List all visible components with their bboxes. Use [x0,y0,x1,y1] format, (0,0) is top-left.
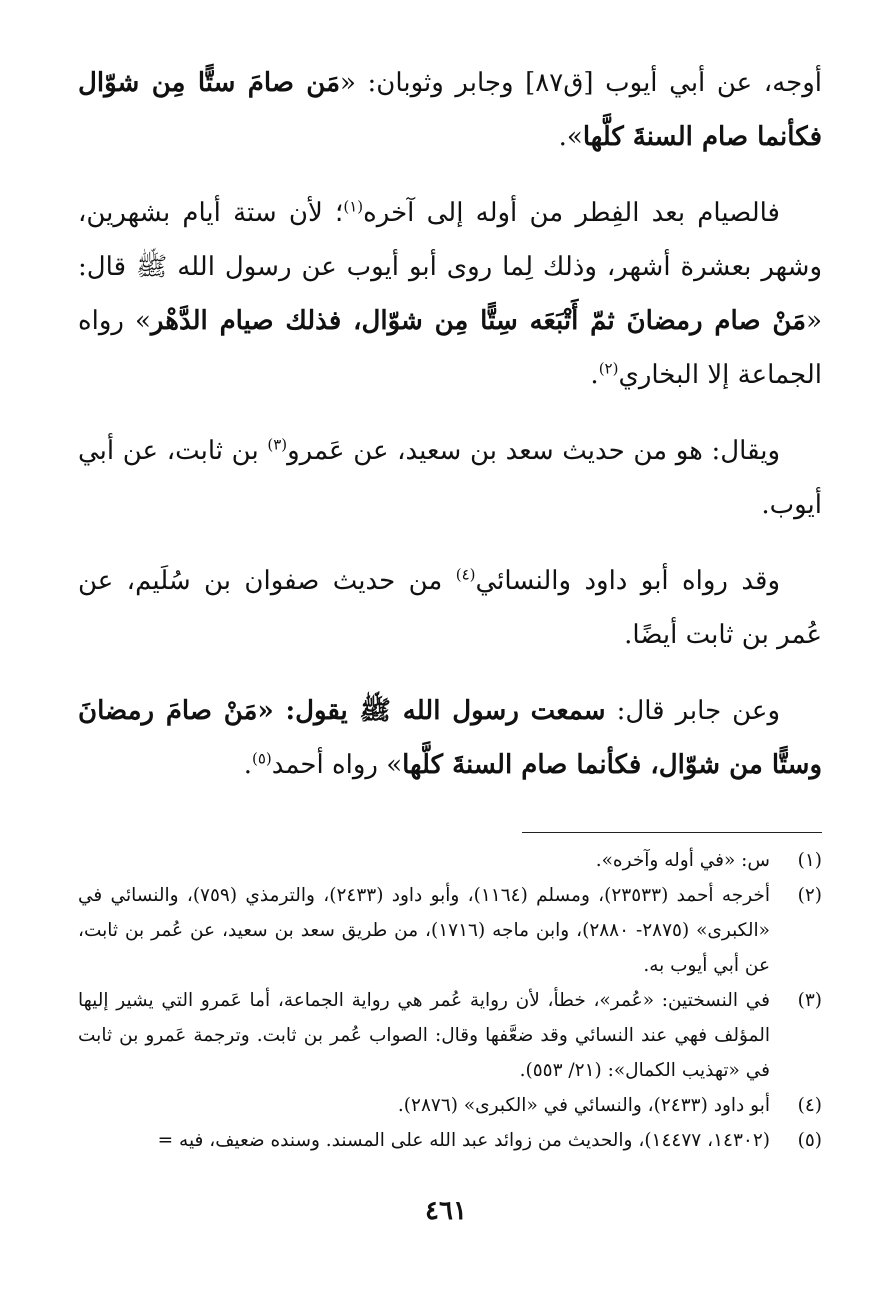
footnote-text: في النسختين: «عُمر»، خطأ، لأن رواية عُمر هي رواية الجماعة، أما عَمرو التي يشير إليها المؤلف فهي عند النسائي وقد ضعَّفها وقال: الصواب عُمر بن ثابت. وترجمة عَمرو بن ثابت في «تهذيب الكمال»: (٢١/ ٥٥٣). [78,990,770,1081]
text-run: ويقال: هو من حديث سعد بن سعيد، عن عَمرو [287,436,781,466]
text-run: ؛ لأن ستة أيام بشهرين، وشهر بعشرة أشهر، وذلك لِما روى أبو أيوب عن رسول الله ﷺ قال: « [78,198,822,336]
text-run: . [243,750,252,780]
footnote-number: (٢) [797,885,822,906]
footnote-number: (٥) [797,1130,822,1151]
footnote-text: (١٤٣٠٢، ١٤٤٧٧)، والحديث من زوائد عبد الله على المسند. وسنده ضعيف، فيه = [157,1130,770,1151]
footnote-text: أبو داود (٢٤٣٣)، والنسائي في «الكبرى» (٢٨٧٦). [397,1095,770,1116]
footnote-3 [78,983,822,1088]
paragraph-1 [78,56,822,164]
text-run: من حديث صفوان بن سُلَيم، عن عُمر بن ثابت أيضًا. [78,566,822,650]
paragraph-5 [78,684,822,792]
footnote-ref-4[interactable]: (٤) [455,565,476,584]
footnote-ref-1[interactable]: (١) [343,197,364,216]
footnote-text: أخرجه أحمد (٢٣٥٣٣)، ومسلم (١١٦٤)، وأبو داود (٢٤٣٣)، والترمذي (٧٥٩)، والنسائي في «الكبرى» (٢٨٧٥- ٢٨٨٠)، وابن ماجه (١٧١٦)، من طريق سعد بن سعيد، عن عُمر بن ثابت، عن أبي أيوب به. [78,885,770,976]
main-text [78,56,822,792]
text-run: ». [558,122,583,152]
footnote-number: (٤) [797,1095,822,1116]
text-run: » رواه الجماعة إلا البخاري [78,306,822,390]
text-run: وعن جابر قال: [605,696,781,726]
hadith-text: مَنْ صامَ رمضانَ وستًّا من شوّال، فكأنما صام السنةَ كلَّها [78,696,822,780]
footnote-separator [522,832,822,833]
footnote-2 [78,878,822,983]
text-run: فالصيام بعد الفِطر من أوله إلى آخره [363,198,780,228]
footnote-4 [78,1088,822,1123]
paragraph-4 [78,554,822,662]
footnote-ref-5[interactable]: (٥) [251,749,272,768]
text-run: وقد رواه أبو داود والنسائي [475,566,780,596]
hadith-text: مَنْ صام رمضانَ ثمّ أَتْبَعَه سِتًّا مِن شوّال، فذلك صيام الدَّهْر [150,306,807,336]
footnote-ref-2[interactable]: (٢) [598,359,619,378]
text-run: » رواه أحمد [271,750,403,780]
text-run: بن ثابت، عن أبي أيوب. [78,436,822,520]
footnote-text: س: «في أوله وآخره». [595,850,770,871]
paragraph-3 [78,424,822,532]
hadith-text: مَن صامَ ستًّا مِن شوّال فكأنما صام السنةَ كلَّها [78,68,822,152]
bold-text: سمعت رسول الله ﷺ يقول: « [257,696,606,726]
footnote-5 [78,1123,822,1158]
footnote-ref-3[interactable]: (٣) [267,435,288,454]
text-run: . [590,360,599,390]
page-number: ٤٦١ [425,1196,467,1226]
footnote-number: (١) [797,850,822,871]
paragraph-2 [78,186,822,402]
footnote-1 [78,843,822,878]
footnote-number: (٣) [797,990,822,1011]
text-run: أوجه، عن أبي أيوب [ق٨٧] وجابر وثوبان: « [340,68,822,98]
footnotes [78,843,822,1158]
